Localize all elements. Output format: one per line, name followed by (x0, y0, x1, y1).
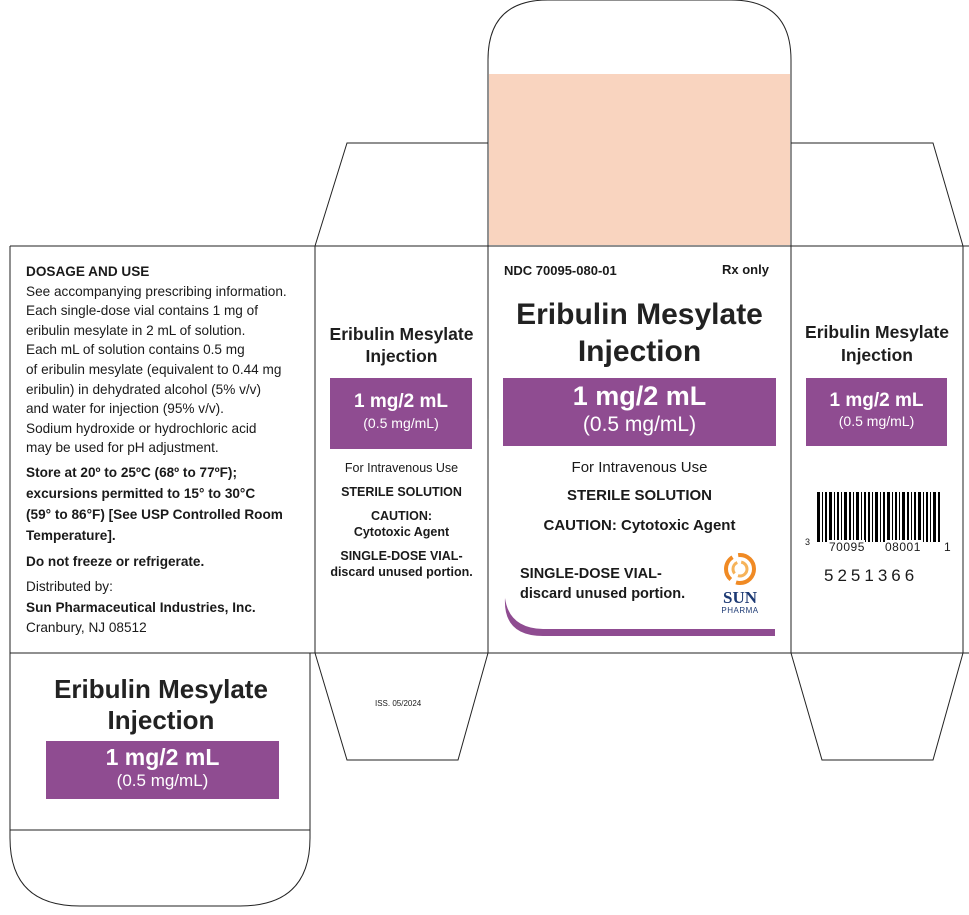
right-title-line-1: Eribulin Mesylate (805, 322, 949, 342)
dosage-line: See accompanying prescribing information. (26, 283, 287, 299)
dosage-line: eribulin) in dehydrated alcohol (5% v/v) (26, 381, 261, 397)
ndc-number: NDC 70095-080-01 (504, 263, 617, 278)
storage-line: (59° to 86°F) [See USP Controlled Room (26, 506, 283, 522)
dosage-line: Each single-dose vial contains 1 mg of (26, 303, 258, 319)
front-title-line-1: Eribulin Mesylate (516, 298, 763, 331)
side-title-line-2: Injection (365, 346, 438, 366)
rx-only: Rx only (722, 262, 769, 277)
distributor-city: Cranbury, NJ 08512 (26, 619, 147, 635)
storage-line: excursions permitted to 15° to 30°C (26, 485, 256, 501)
logo-text: SUN (722, 588, 757, 607)
right-title-line-2: Injection (841, 345, 913, 365)
front-strength: 1 mg/2 mL (572, 381, 707, 411)
right-title (794, 321, 960, 367)
bottom-concentration: (0.5 mg/mL) (116, 771, 209, 790)
front-strength-box (503, 378, 776, 446)
front-single-1: SINGLE-DOSE VIAL- (520, 566, 662, 582)
side-strength: 1 mg/2 mL (354, 391, 448, 412)
side-caution-2: Cytotoxic Agent (353, 525, 450, 539)
peach-panel (489, 74, 790, 245)
logo-sub: PHARMA (721, 606, 759, 615)
bottom-title-line-2: Injection (107, 705, 215, 735)
freeze-warning: Do not freeze or refrigerate. (26, 553, 205, 569)
issue-date: ISS. 05/2024 (375, 699, 422, 708)
purple-swoosh (503, 596, 777, 638)
dosage-line: may be used for pH adjustment. (26, 440, 219, 456)
dosage-line: Sodium hydroxide or hydrochloric acid (26, 420, 257, 436)
barcode-digit-right: 1 (944, 540, 951, 554)
side-strength-box (330, 378, 472, 449)
barcode-digit-left: 3 (805, 537, 811, 547)
side-caution-1: CAUTION: (370, 509, 433, 523)
side-title-line-1: Eribulin Mesylate (329, 324, 474, 344)
lot-code: 5251366 (824, 566, 919, 585)
sun-swirl-icon (724, 553, 756, 585)
side-single-2: discard unused portion. (330, 565, 473, 579)
distributor-name: Sun Pharmaceutical Industries, Inc. (26, 599, 256, 615)
dosage-line: Each mL of solution contains 0.5 mg (26, 342, 245, 358)
right-strength-box (806, 378, 947, 446)
right-strength: 1 mg/2 mL (829, 390, 924, 411)
front-sterile: STERILE SOLUTION (566, 487, 712, 504)
bottom-title (12, 674, 310, 736)
front-info (490, 459, 789, 534)
front-single-2: discard unused portion. (520, 586, 686, 602)
dosage-line: of eribulin mesylate (equivalent to 0.44 mg (26, 361, 282, 377)
side-panel (318, 323, 485, 367)
bottom-strength-box (46, 741, 279, 799)
front-title-line-2: Injection (577, 335, 702, 368)
dosage-panel (26, 262, 311, 637)
front-concentration: (0.5 mg/mL) (582, 413, 697, 436)
side-info (318, 460, 485, 580)
bottom-strength: 1 mg/2 mL (105, 744, 220, 770)
side-concentration: (0.5 mg/mL) (363, 415, 439, 431)
front-title (490, 296, 789, 370)
side-route: For Intravenous Use (344, 461, 459, 475)
bottom-title-line-1: Eribulin Mesylate (54, 674, 268, 704)
distributed-label: Distributed by: (26, 578, 113, 594)
upc-barcode (817, 492, 941, 542)
front-route: For Intravenous Use (571, 459, 708, 476)
dosage-heading: DOSAGE AND USE (26, 264, 150, 279)
side-sterile: STERILE SOLUTION (341, 485, 462, 499)
storage-line: Store at 20º to 25ºC (68º to 77ºF); (26, 464, 237, 480)
dosage-line: and water for injection (95% v/v). (26, 401, 224, 417)
front-caution: CAUTION: Cytotoxic Agent (543, 517, 736, 534)
barcode-digits-2: 08001 (885, 540, 921, 554)
storage-line: Temperature]. (26, 527, 116, 543)
side-single-1: SINGLE-DOSE VIAL- (340, 549, 463, 563)
right-concentration: (0.5 mg/mL) (838, 413, 915, 429)
dosage-line: eribulin mesylate in 2 mL of solution. (26, 322, 246, 338)
barcode-digits-1: 70095 (829, 540, 865, 554)
